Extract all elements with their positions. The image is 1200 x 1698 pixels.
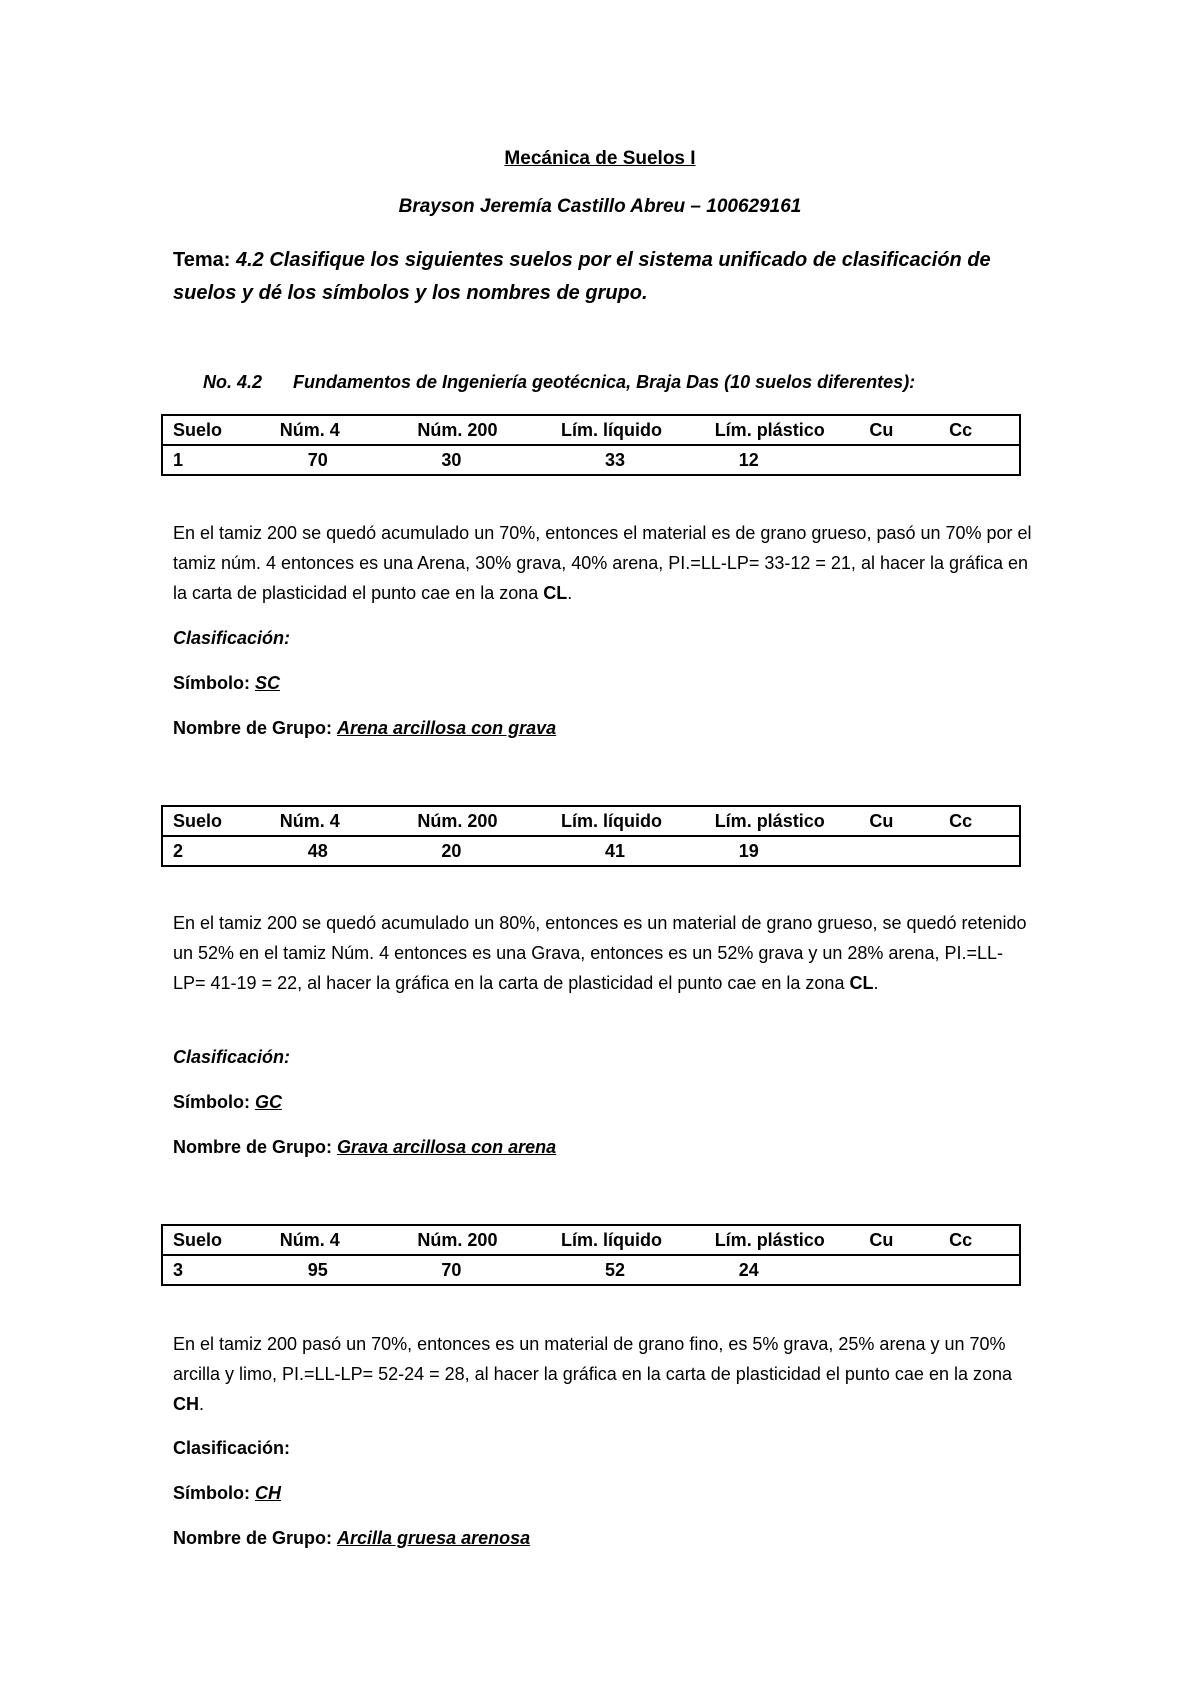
cell-cu	[869, 836, 949, 866]
header-lp: Lím. plástico	[715, 806, 870, 836]
header-num4: Núm. 4	[280, 806, 418, 836]
desc-text: En el tamiz 200 se quedó acumulado un 80%, entonces es un material de grano grueso, se quedó retenido un 52% en el tamiz Núm. 4 entonces es una Grava, entonces es un 52% grava y un 28% arena, PI.=LL-LP= 41-19 = 22, al hacer la gráfica en la carta de plasticidad el punto cae en la zona	[173, 913, 1027, 993]
cell-ll: 41	[561, 836, 715, 866]
simbolo-label: Símbolo:	[173, 1092, 250, 1112]
simbolo-label: Símbolo:	[173, 1483, 250, 1503]
soil-1-clasificacion-label: Clasificación:	[173, 628, 291, 648]
header-ll: Lím. líquido	[561, 1225, 715, 1255]
header-cc: Cc	[949, 1225, 1020, 1255]
cell-num4: 48	[280, 836, 418, 866]
header-suelo: Suelo	[162, 806, 280, 836]
tema-block	[173, 244, 1033, 310]
cell-ll: 33	[561, 445, 715, 475]
soil-1-group-line	[173, 718, 556, 739]
table-header-row	[162, 806, 1020, 836]
reference-number: No. 4.2	[203, 372, 263, 392]
header-ll: Lím. líquido	[561, 415, 715, 445]
table-row	[162, 445, 1020, 475]
reference-line	[203, 372, 915, 393]
group-value: Grava arcillosa con arena	[337, 1137, 557, 1157]
cell-cc	[949, 445, 1020, 475]
reference-text: Fundamentos de Ingeniería geotécnica, Braja Das (10 suelos diferentes):	[293, 372, 916, 392]
soil-2-symbol-line	[173, 1092, 282, 1113]
soil-2-description: En el tamiz 200 se quedó acumulado un 80%, entonces es un material de grano grueso, se quedó retenido un 52% en el tamiz Núm. 4 entonces es una Grava, entonces es un 52% grava y un 28% arena, PI.=LL-LP= 41-19 = 22, al hacer la gráfica en la carta de plasticidad el punto cae en la zona CL.	[173, 913, 1027, 993]
table-header-row	[162, 1225, 1020, 1255]
header-num200: Núm. 200	[417, 415, 561, 445]
cell-cu	[869, 445, 949, 475]
cell-suelo: 3	[162, 1255, 280, 1285]
cell-cu	[869, 1255, 949, 1285]
group-value: Arcilla gruesa arenosa	[337, 1528, 531, 1548]
soil-table-1	[161, 414, 1021, 476]
cell-lp: 12	[715, 445, 870, 475]
symbol-value: CH	[255, 1483, 282, 1503]
group-value: Arena arcillosa con grava	[337, 718, 557, 738]
soil-3-description: En el tamiz 200 pasó un 70%, entonces es un material de grano fino, es 5% grava, 25% arena y un 70% arcilla y limo, PI.=LL-LP= 52-24 = 28, al hacer la gráfica en la carta de plasticidad el punto cae en la zona CH.	[173, 1334, 1013, 1414]
cell-suelo: 1	[162, 445, 280, 475]
simbolo-label: Símbolo:	[173, 673, 250, 693]
cell-cc	[949, 836, 1020, 866]
header-lp: Lím. plástico	[715, 415, 870, 445]
cell-num4: 95	[280, 1255, 418, 1285]
cell-num200: 70	[417, 1255, 561, 1285]
cell-ll: 52	[561, 1255, 715, 1285]
soil-table-3	[161, 1224, 1021, 1286]
header-suelo: Suelo	[162, 1225, 280, 1255]
desc-text: En el tamiz 200 se quedó acumulado un 70%, entonces el material es de grano grueso, pasó un 70% por el tamiz núm. 4 entonces es una Arena, 30% grava, 40% arena, PI.=LL-LP= 33-12 = 21, al hacer la gráfica en la carta de plasticidad el punto cae en la zona	[173, 523, 1032, 603]
zona-value: CH	[173, 1394, 199, 1414]
grupo-label: Nombre de Grupo:	[173, 1137, 333, 1157]
header-num200: Núm. 200	[417, 1225, 561, 1255]
tema-text: 4.2 Clasifique los siguientes suelos por el sistema unificado de clasificación de suelos y dé los símbolos y los nombres de grupo.	[173, 249, 991, 304]
header-cu: Cu	[869, 1225, 949, 1255]
doc-author: Brayson Jeremía Castillo Abreu – 100629161	[398, 196, 802, 217]
header-cu: Cu	[869, 415, 949, 445]
soil-3-group-line	[173, 1528, 530, 1549]
header-num200: Núm. 200	[417, 806, 561, 836]
doc-title: Mecánica de Suelos I	[504, 148, 696, 169]
symbol-value: SC	[255, 673, 281, 693]
header-ll: Lím. líquido	[561, 806, 715, 836]
soil-3-clasificacion-label: Clasificación:	[173, 1438, 291, 1458]
zona-value: CL	[543, 583, 568, 603]
cell-lp: 19	[715, 836, 870, 866]
header-num4: Núm. 4	[280, 1225, 418, 1255]
zona-value: CL	[849, 973, 874, 993]
table-row	[162, 836, 1020, 866]
header-suelo: Suelo	[162, 415, 280, 445]
grupo-label: Nombre de Grupo:	[173, 718, 333, 738]
soil-1-description: En el tamiz 200 se quedó acumulado un 70%, entonces el material es de grano grueso, pasó un 70% por el tamiz núm. 4 entonces es una Arena, 30% grava, 40% arena, PI.=LL-LP= 33-12 = 21, al hacer la gráfica en la carta de plasticidad el punto cae en la zona CL.	[173, 523, 1032, 603]
desc-text: En el tamiz 200 pasó un 70%, entonces es un material de grano fino, es 5% grava, 25% arena y un 70% arcilla y limo, PI.=LL-LP= 52-24 = 28, al hacer la gráfica en la carta de plasticidad el punto cae en la zona	[173, 1334, 1013, 1384]
header-num4: Núm. 4	[280, 415, 418, 445]
header-cc: Cc	[949, 806, 1020, 836]
cell-suelo: 2	[162, 836, 280, 866]
header-cu: Cu	[869, 806, 949, 836]
soil-2-clasificacion-label: Clasificación:	[173, 1047, 291, 1067]
symbol-value: GC	[255, 1092, 283, 1112]
cell-num200: 20	[417, 836, 561, 866]
tema-label: Tema:	[173, 249, 231, 271]
soil-1-symbol-line	[173, 673, 280, 694]
soil-3-symbol-line	[173, 1483, 281, 1504]
table-header-row	[162, 415, 1020, 445]
grupo-label: Nombre de Grupo:	[173, 1528, 333, 1548]
soil-2-group-line	[173, 1137, 556, 1158]
header-cc: Cc	[949, 415, 1020, 445]
table-row	[162, 1255, 1020, 1285]
cell-cc	[949, 1255, 1020, 1285]
cell-lp: 24	[715, 1255, 870, 1285]
soil-table-2	[161, 805, 1021, 867]
header-lp: Lím. plástico	[715, 1225, 870, 1255]
cell-num200: 30	[417, 445, 561, 475]
cell-num4: 70	[280, 445, 418, 475]
